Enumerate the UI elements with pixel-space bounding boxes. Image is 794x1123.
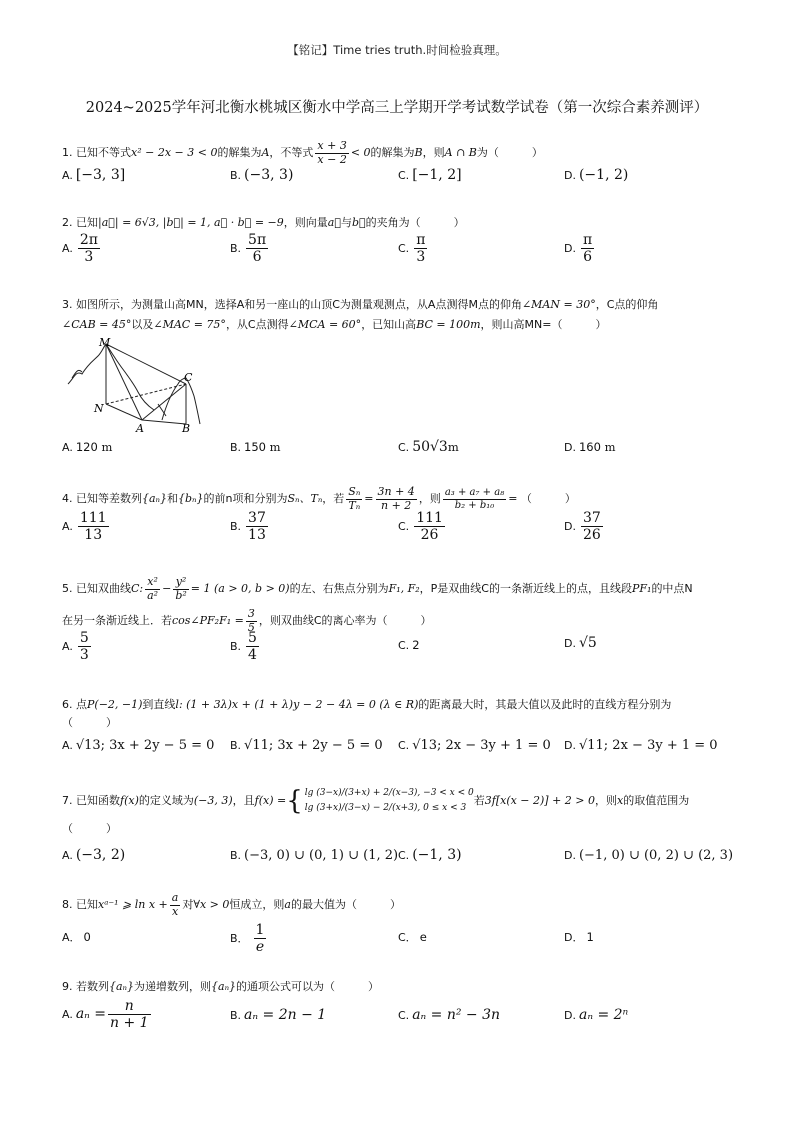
fraction-numerator: 2π [79, 232, 98, 248]
option-value: [−3, 3] [75, 167, 126, 183]
question-5 [62, 575, 742, 664]
options [62, 232, 742, 272]
question-number: 9. [62, 980, 73, 993]
exam-title: 2024~2025学年河北衡水桃城区衡水中学高三上学期开学考试数学试卷（第一次综合素养测评） [85, 100, 709, 116]
option-label: A. [62, 242, 73, 256]
option-label: D. [564, 441, 576, 454]
stem-text: ，若 [322, 492, 345, 506]
options [62, 736, 742, 776]
fraction-denominator: x − 2 [317, 152, 347, 166]
question-6 [62, 696, 742, 753]
option-fraction [246, 232, 268, 265]
stem-text: 和 [167, 492, 179, 506]
option-value: (−3, 3) [244, 167, 294, 183]
stem-text: 的距离最大时，其最大值以及此时的直线方程分别为 [418, 698, 672, 711]
fraction-numerator: a₃ + a₇ + a₈ [444, 487, 505, 499]
option-label: C. [398, 169, 410, 182]
option-value: √11; 2x − 3y + 1 = 0 [578, 738, 718, 753]
options [62, 510, 742, 550]
option-label: C. [398, 441, 410, 454]
stem-text: 若 [473, 794, 485, 807]
stem-text: 到直线 [142, 698, 176, 711]
stem-text: ，不等式 [269, 146, 314, 160]
option-a[interactable] [62, 438, 112, 457]
option-a[interactable] [62, 232, 102, 265]
option-unit: m [269, 440, 281, 454]
option-b[interactable] [230, 1006, 326, 1025]
stem-text: ，从C点测得 [225, 318, 289, 331]
equals-sign: = [364, 492, 374, 506]
angle-man: ∠MAN = 30° [521, 298, 596, 311]
option-unit: m [101, 440, 113, 454]
stem-text: 的定义域为 [138, 794, 194, 807]
option-value: 160 [578, 440, 601, 454]
option-b[interactable] [230, 510, 270, 543]
domain: (−3, 3) [193, 794, 233, 807]
option-label: A. [62, 520, 73, 534]
stem-text: 恒成立，则 [229, 898, 285, 912]
question-number: 8. [62, 898, 73, 912]
question-8-stem [62, 892, 742, 918]
option-c[interactable] [398, 232, 429, 265]
sequence: {aₙ} [109, 980, 135, 993]
option-fraction [581, 510, 603, 543]
option-a[interactable] [62, 510, 111, 543]
stem-text: 已知 [76, 898, 98, 912]
stem-text: ，已知山高 [361, 318, 417, 331]
fraction-numerator: 3 [247, 607, 255, 621]
fraction [315, 140, 348, 166]
fraction-numerator: 1 [255, 922, 265, 938]
option-label: B. [230, 849, 242, 862]
point-label-c: C [184, 371, 193, 384]
question-4-stem [62, 486, 742, 512]
piecewise-brace: { [286, 786, 303, 816]
question-3-stem-line1 [62, 296, 742, 314]
fraction-denominator: 5 [247, 620, 255, 634]
fraction-denominator: x [171, 904, 179, 918]
height-bc: BC = 100m [416, 318, 481, 331]
cosine-expression: cos∠PF₂F₁ = [172, 614, 244, 628]
stem-text: 的最大值为（ ） [290, 898, 401, 912]
question-8 [62, 891, 742, 956]
question-number: 2. [62, 216, 73, 229]
stem-text: 的左、右焦点分别为 [289, 582, 389, 596]
fraction-denominator: Tₙ [348, 498, 361, 512]
minus-sign: − [162, 582, 172, 596]
option-label: A． [62, 931, 81, 944]
option-a[interactable] [62, 998, 153, 1031]
question-number: 4. [62, 492, 73, 506]
question-9-stem [62, 978, 742, 996]
option-label: B. [230, 739, 242, 752]
fraction-denominator: b₂ + b₁₀ [454, 499, 495, 511]
stem-text: 与 [340, 216, 352, 229]
stem-text: ，C点的仰角 [595, 298, 659, 311]
fraction-numerator: 5π [248, 232, 267, 248]
angle-cab: ∠CAB = 45° [62, 318, 132, 331]
option-value: (−3, 0) ∪ (0, 1) ∪ (1, 2) [244, 848, 399, 863]
option-fraction [78, 630, 91, 663]
option-value: (−1, 2) [578, 167, 629, 183]
fraction-denominator: 4 [248, 647, 257, 664]
stem-text: 已知 [76, 216, 98, 229]
fraction-numerator: a [171, 891, 179, 904]
option-value: 2 [412, 638, 420, 652]
option-d[interactable] [564, 232, 596, 265]
option-label: D． [564, 931, 584, 944]
point-label-m: M [99, 336, 111, 349]
question-6-stem [62, 696, 742, 714]
option-value: √13; 2x − 3y + 1 = 0 [412, 738, 551, 753]
option-fraction [78, 232, 100, 265]
fraction-denominator: b² [175, 588, 187, 602]
fraction-denominator: e [255, 939, 265, 956]
stem-text: 的解集为 [217, 146, 262, 160]
option-lhs: aₙ = [75, 1006, 107, 1023]
stem-text: 已知等差数列 [76, 492, 142, 506]
option-label: A. [62, 849, 73, 862]
option-value: aₙ = 2n − 1 [244, 1007, 327, 1023]
line-equation: l: (1 + 3λ)x + (1 + λ)y − 2 − 4λ = 0 (λ ∈ R) [175, 698, 419, 711]
stem-text: 如图所示，为测量山高MN，选择A和另一座山的山顶C为测量观测点，从A点测得M点的仰角 [76, 298, 522, 311]
function-f: f(x) [120, 794, 139, 807]
option-a[interactable] [62, 736, 214, 755]
option-value: 50√3 [412, 439, 448, 455]
option-value: aₙ = 2ⁿ [578, 1007, 629, 1023]
options [62, 630, 742, 670]
vector-condition: |a⃗| = 6√3, |b⃗| = 1, a⃗ · b⃗ = −9 [98, 216, 284, 229]
option-unit: m [604, 440, 616, 454]
question-5-stem-line1 [62, 576, 742, 602]
ratio-fraction [346, 486, 362, 512]
option-label: D. [564, 739, 576, 752]
stem-text: 的取值范围为 [623, 794, 690, 807]
option-label: B. [230, 1009, 242, 1022]
target-fraction [443, 487, 506, 511]
option-label: C. [398, 242, 410, 256]
option-c[interactable] [398, 438, 459, 457]
piecewise-case-1: lg (3−x)/(3+x) + 2/(x−3), −3 < x < 0 [304, 788, 474, 798]
piecewise-cases [305, 786, 474, 816]
stem-text: 的中点N [651, 582, 693, 596]
y-term-fraction [173, 576, 188, 602]
sequence-a: {aₙ} [142, 492, 168, 506]
option-value: aₙ = n² − 3n [412, 1007, 501, 1023]
option-label: C. [398, 1009, 410, 1022]
option-fraction [581, 232, 594, 265]
option-value: e [419, 930, 427, 944]
vector-b: b⃗ [351, 216, 366, 229]
option-d[interactable] [564, 736, 718, 755]
question-number: 6. [62, 698, 73, 711]
stem-text: 已知双曲线 [76, 582, 131, 596]
stem-text: ，则双曲线C的离心率为（ ） [258, 614, 432, 628]
question-6-stem-line2: （ ） [62, 716, 117, 729]
stem-text: 已知不等式 [76, 146, 131, 160]
angle-mca: ∠MCA = 60° [288, 318, 362, 331]
stem-text: 为（ ） [476, 146, 543, 160]
option-value: √5 [578, 635, 597, 651]
option-value: (−1, 3) [412, 847, 462, 863]
fraction-denominator: a² [147, 588, 159, 602]
option-label: C. [398, 639, 410, 652]
option-label: A. [62, 640, 73, 654]
sequence-b: {bₙ} [178, 492, 204, 506]
option-value: √13; 3x + 2y − 5 = 0 [75, 738, 215, 753]
option-label: D. [564, 849, 576, 862]
option-label: C． [398, 931, 417, 944]
option-fraction [414, 232, 427, 265]
option-value: [−1, 2] [412, 167, 462, 183]
fraction-numerator: π [582, 232, 593, 248]
fraction-numerator: Sₙ [348, 485, 361, 498]
option-label: D. [564, 169, 576, 182]
fraction-denominator: 6 [583, 249, 593, 266]
stem-text: 的前n项和分别为 [203, 492, 288, 506]
angle-mac: ∠MAC = 75° [153, 318, 226, 331]
option-b[interactable] [230, 736, 383, 755]
option-label: A. [62, 739, 73, 752]
option-fraction [254, 922, 267, 955]
stem-text: 已知函数 [76, 794, 120, 807]
option-c[interactable] [398, 1006, 500, 1025]
options [62, 846, 742, 886]
option-fraction [108, 998, 151, 1031]
option-label: B. [230, 640, 242, 654]
option-label: C. [398, 739, 410, 752]
fraction-numerator: 5 [248, 630, 257, 646]
option-a[interactable] [62, 928, 91, 947]
fraction-denominator: 6 [252, 249, 262, 266]
option-value: (−1, 0) ∪ (0, 2) ∪ (2, 3) [578, 848, 734, 863]
fraction-numerator: 111 [416, 510, 443, 526]
fraction-denominator: 26 [420, 527, 439, 544]
stem-text: ，P是双曲线C的一条渐近线上的点，且线段 [419, 582, 632, 596]
stem-text: 的解集为 [370, 146, 415, 160]
inequality: 3f[x(x − 2)] + 2 > 0 [484, 794, 596, 807]
quantifier: ∀x > 0 [193, 898, 230, 912]
fraction-denominator: 3 [84, 249, 94, 266]
option-c[interactable] [398, 928, 427, 947]
options [62, 922, 742, 962]
stem-text: 为递增数列，则 [134, 980, 212, 993]
ratio-fraction [376, 486, 417, 512]
option-c[interactable] [398, 510, 447, 543]
curve-name: C: [131, 582, 144, 596]
option-label: D. [564, 520, 576, 534]
option-b[interactable] [230, 166, 293, 185]
foci: F₁, F₂ [388, 582, 420, 596]
option-c[interactable] [398, 166, 462, 185]
question-3-stem-line2 [62, 316, 742, 334]
stem-text: 点 [76, 698, 87, 711]
stem-text: ，则 [422, 146, 445, 160]
stem-text: 对 [182, 898, 194, 912]
fraction-numerator: 111 [79, 510, 107, 526]
options [62, 438, 742, 478]
option-b[interactable] [230, 630, 261, 663]
option-label: B. [230, 242, 242, 256]
option-label: D. [564, 637, 576, 650]
stem-text: 在另一条渐近线上．若 [62, 614, 172, 628]
option-d[interactable] [564, 510, 605, 543]
fraction-denominator: n + 1 [110, 1015, 149, 1032]
stem-text: ，则 [418, 492, 441, 506]
option-d[interactable] [564, 1006, 628, 1025]
fraction-denominator: 3 [416, 249, 426, 266]
fraction-numerator: y² [173, 576, 188, 590]
option-d[interactable] [564, 928, 594, 947]
option-b[interactable] [230, 846, 398, 865]
inequality: < 0 [350, 146, 371, 160]
stem-text: 若数列 [76, 980, 109, 993]
option-label: D. [564, 1009, 576, 1022]
options [62, 998, 742, 1038]
question-number: 5. [62, 582, 73, 596]
set-b: B [414, 146, 423, 160]
option-label: B． [230, 932, 249, 946]
options [62, 166, 742, 206]
fraction-numerator: n [108, 998, 151, 1015]
question-9 [62, 978, 742, 1032]
point-label-a: A [136, 422, 144, 435]
option-value: 150 [244, 440, 266, 454]
option-label: A. [62, 441, 73, 454]
question-7-stem [62, 786, 742, 816]
vector-a: a⃗ [327, 216, 341, 229]
question-number: 7. [62, 794, 73, 807]
option-c[interactable] [398, 736, 551, 755]
page-motto: 【铭记】Time tries truth.时间检验真理。 [287, 43, 507, 57]
partial-sums: Sₙ、Tₙ [287, 492, 323, 506]
intersection: A ∩ B [444, 146, 477, 160]
option-fraction [414, 510, 445, 543]
question-4 [62, 485, 742, 544]
inequality: x² − 2x − 3 < 0 [131, 146, 218, 160]
option-label: B. [230, 169, 242, 182]
option-b[interactable] [230, 922, 268, 955]
function-definition: f(x) = [254, 794, 287, 807]
option-label: B. [230, 520, 242, 534]
question-1-stem [62, 140, 742, 166]
fraction-denominator: 26 [582, 527, 601, 544]
question-7-stem-line2: （ ） [62, 822, 117, 835]
option-value: 120 [75, 440, 98, 454]
option-value: 0 [83, 930, 91, 944]
fraction-numerator: 37 [248, 510, 266, 526]
fraction-numerator: 37 [582, 510, 601, 526]
option-a[interactable] [62, 630, 93, 663]
question-number: 3. [62, 298, 73, 311]
fraction-denominator: n + 2 [381, 498, 412, 512]
option-a[interactable] [62, 166, 125, 185]
stem-text: ，则 [595, 794, 618, 807]
stem-text: ，且 [232, 794, 255, 807]
stem-text: ，则山高MN=（ ） [480, 318, 607, 331]
parameter-a: a [284, 898, 291, 912]
option-unit: m [447, 440, 459, 454]
option-label: A. [62, 1008, 73, 1022]
option-label: B. [230, 441, 242, 454]
question-2-stem [62, 214, 742, 232]
option-fraction [246, 630, 259, 663]
fraction-denominator: 13 [248, 527, 266, 544]
inequality: xᵃ⁻¹ ⩾ ln x + [98, 898, 168, 912]
option-value: (−3, 2) [75, 847, 126, 863]
variable-x: x [617, 794, 624, 807]
fraction-denominator: 3 [79, 647, 89, 664]
stem-text: 以及 [131, 318, 154, 331]
point-p: P(−2, −1) [87, 698, 143, 711]
fraction-numerator: π [416, 232, 426, 248]
segment-pf1: PF₁ [631, 582, 652, 596]
piecewise-case-2: lg (3+x)/(3−x) − 2/(x+3), 0 ≤ x < 3 [304, 803, 467, 813]
question-3 [62, 296, 742, 334]
option-label: C. [398, 520, 410, 534]
option-value: 1 [586, 930, 594, 944]
fraction-numerator: x + 3 [317, 139, 347, 152]
option-b[interactable] [230, 438, 281, 457]
option-d[interactable] [564, 438, 615, 457]
question-1 [62, 139, 742, 183]
stem-text: 的通项公式可以为（ ） [236, 980, 380, 993]
option-label: C. [398, 849, 410, 862]
option-label: D. [564, 242, 576, 256]
hyperbola-condition: = 1 (a > 0, b > 0) [190, 582, 290, 596]
question-number: 1. [62, 146, 73, 160]
option-d[interactable] [564, 634, 597, 653]
option-label: A. [62, 169, 73, 182]
fraction-numerator: x² [145, 576, 160, 590]
set-a: A [261, 146, 270, 160]
option-c[interactable] [398, 846, 462, 865]
stem-text: 的夹角为（ ） [365, 216, 465, 229]
fraction-numerator: 3n + 4 [377, 485, 415, 498]
fraction [170, 892, 181, 918]
fraction-denominator: 13 [84, 527, 103, 544]
option-a[interactable] [62, 846, 125, 865]
option-fraction [246, 510, 268, 543]
stem-text: = （ ） [508, 492, 576, 506]
option-fraction [78, 510, 109, 543]
option-value: √11; 3x + 2y − 5 = 0 [244, 738, 383, 753]
point-label-n: N [94, 402, 104, 415]
fraction-numerator: 5 [79, 630, 89, 646]
option-d[interactable] [564, 166, 628, 185]
mountain-figure [62, 334, 212, 436]
option-b[interactable] [230, 232, 270, 265]
question-7 [62, 786, 742, 863]
stem-text: ，则向量 [283, 216, 328, 229]
sequence: {aₙ} [211, 980, 237, 993]
x-term-fraction [145, 576, 160, 602]
option-d[interactable] [564, 846, 733, 865]
option-c[interactable] [398, 636, 420, 655]
point-label-b: B [182, 422, 191, 435]
